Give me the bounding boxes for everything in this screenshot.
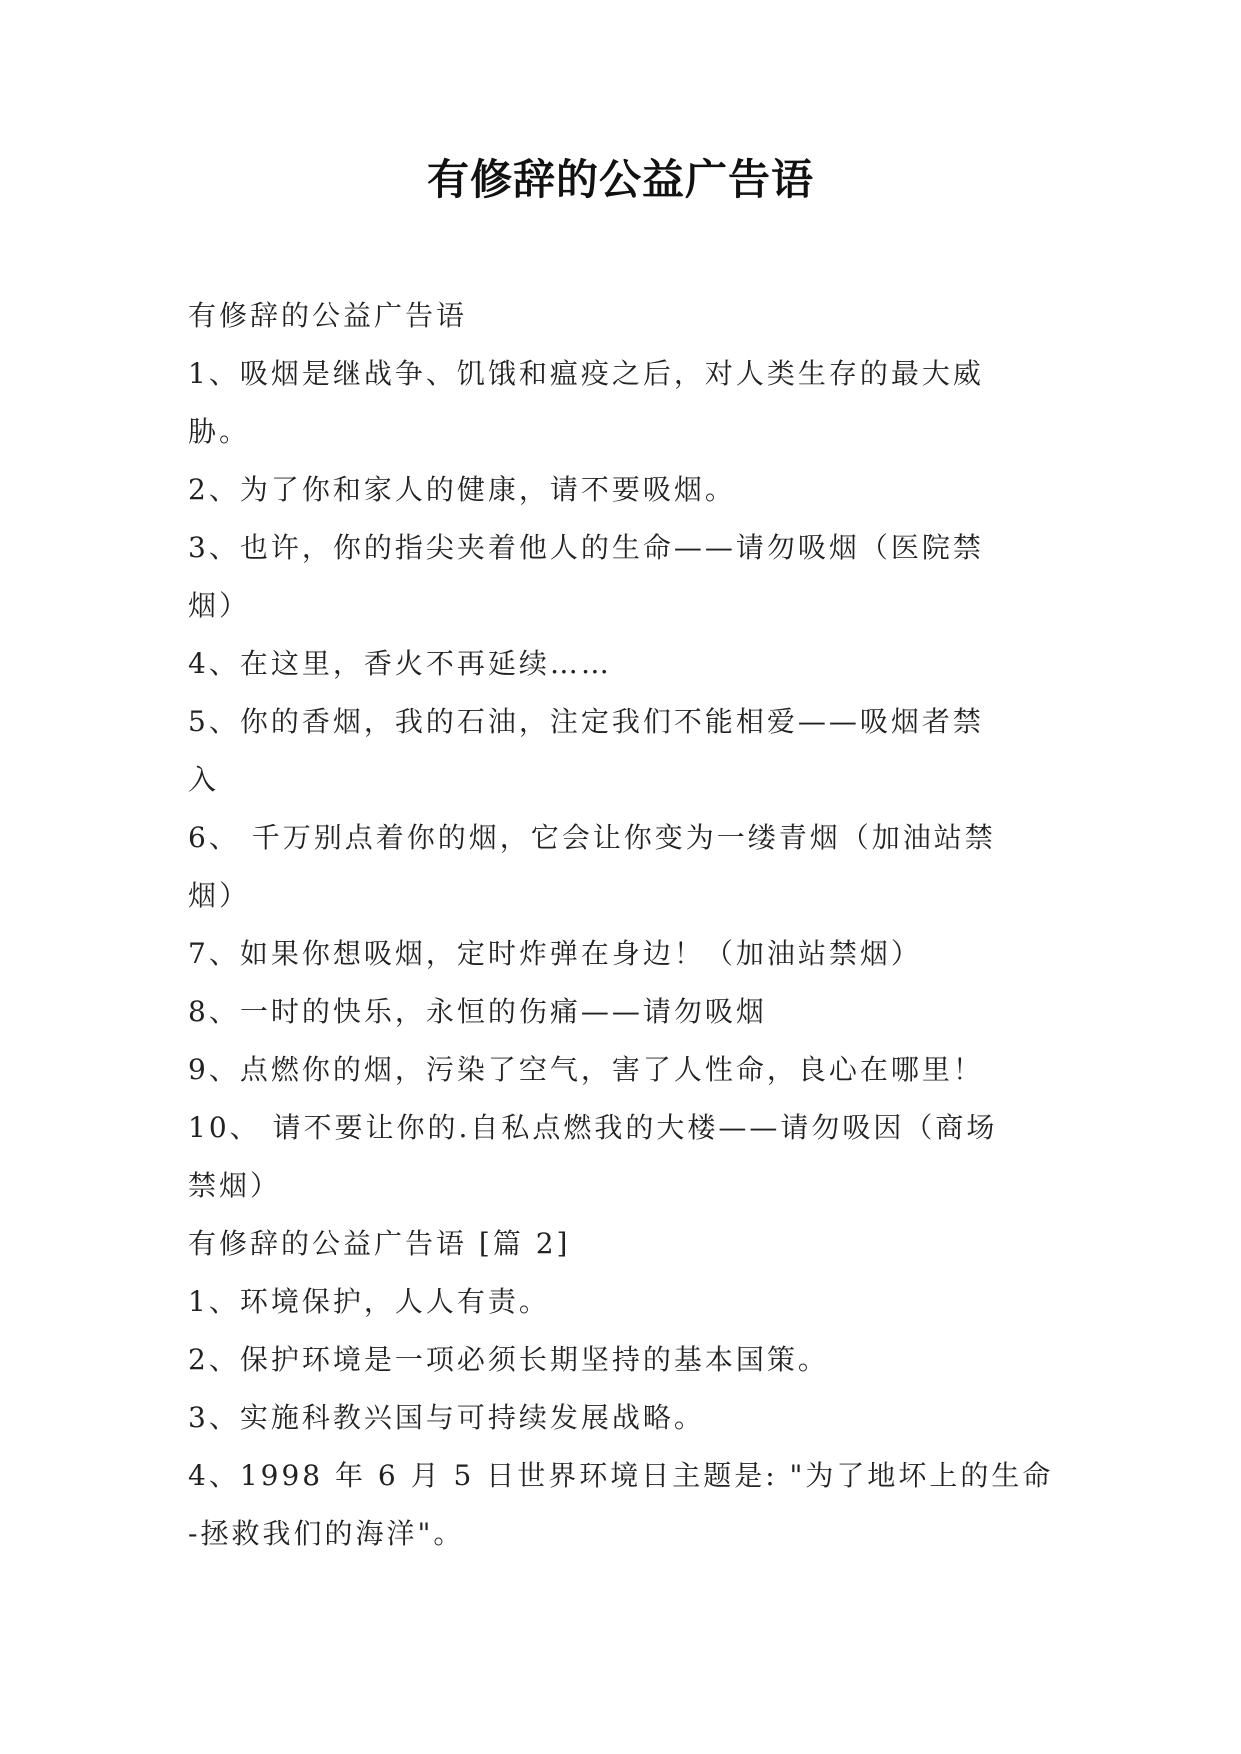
text-line: 8、一时的快乐，永恒的伤痛——请勿吸烟 [188, 995, 767, 1028]
text-line: 禁烟） [188, 1169, 282, 1202]
text-line: 7、如果你想吸烟，定时炸弹在身边！（加油站禁烟） [188, 937, 922, 970]
text-line: 胁。 [188, 415, 251, 448]
text-line: 10、 请不要让你的.自私点燃我的大楼——请勿吸因（商场 [188, 1111, 998, 1144]
text-line: 5、你的香烟，我的石油，注定我们不能相爱——吸烟者禁 [188, 705, 984, 738]
text-line: 3、实施科教兴国与可持续发展战略。 [188, 1401, 705, 1434]
text-line: 1、环境保护，人人有责。 [188, 1285, 550, 1318]
document-body [188, 287, 1054, 1563]
document-title: 有修辞的公益广告语 [426, 155, 814, 204]
section-heading: 有修辞的公益广告语 [188, 299, 468, 332]
text-line: 3、也许，你的指尖夹着他人的生命——请勿吸烟（医院禁 [188, 531, 984, 564]
text-line: 入 [188, 763, 220, 796]
text-line: 2、为了你和家人的健康，请不要吸烟。 [188, 473, 736, 506]
text-line: 4、1998 年 6 月 5 日世界环境日主题是: "为了地坏上的生命 [188, 1459, 1054, 1492]
text-line: 6、 千万别点着你的烟，它会让你变为一缕青烟（加油站禁 [188, 821, 996, 854]
text-line: 烟） [188, 879, 251, 912]
text-line: 1、吸烟是继战争、饥饿和瘟疫之后，对人类生存的最大威 [188, 357, 984, 390]
text-line: 2、保护环境是一项必须长期坚持的基本国策。 [188, 1343, 829, 1376]
text-line: 9、点燃你的烟，污染了空气，害了人性命，良心在哪里！ [188, 1053, 984, 1086]
section-heading: 有修辞的公益广告语 [篇 2] [188, 1227, 571, 1260]
text-line: 烟） [188, 589, 251, 622]
text-line: 4、在这里，香火不再延续…… [188, 647, 612, 680]
text-line: -拯救我们的海洋"。 [188, 1517, 465, 1550]
